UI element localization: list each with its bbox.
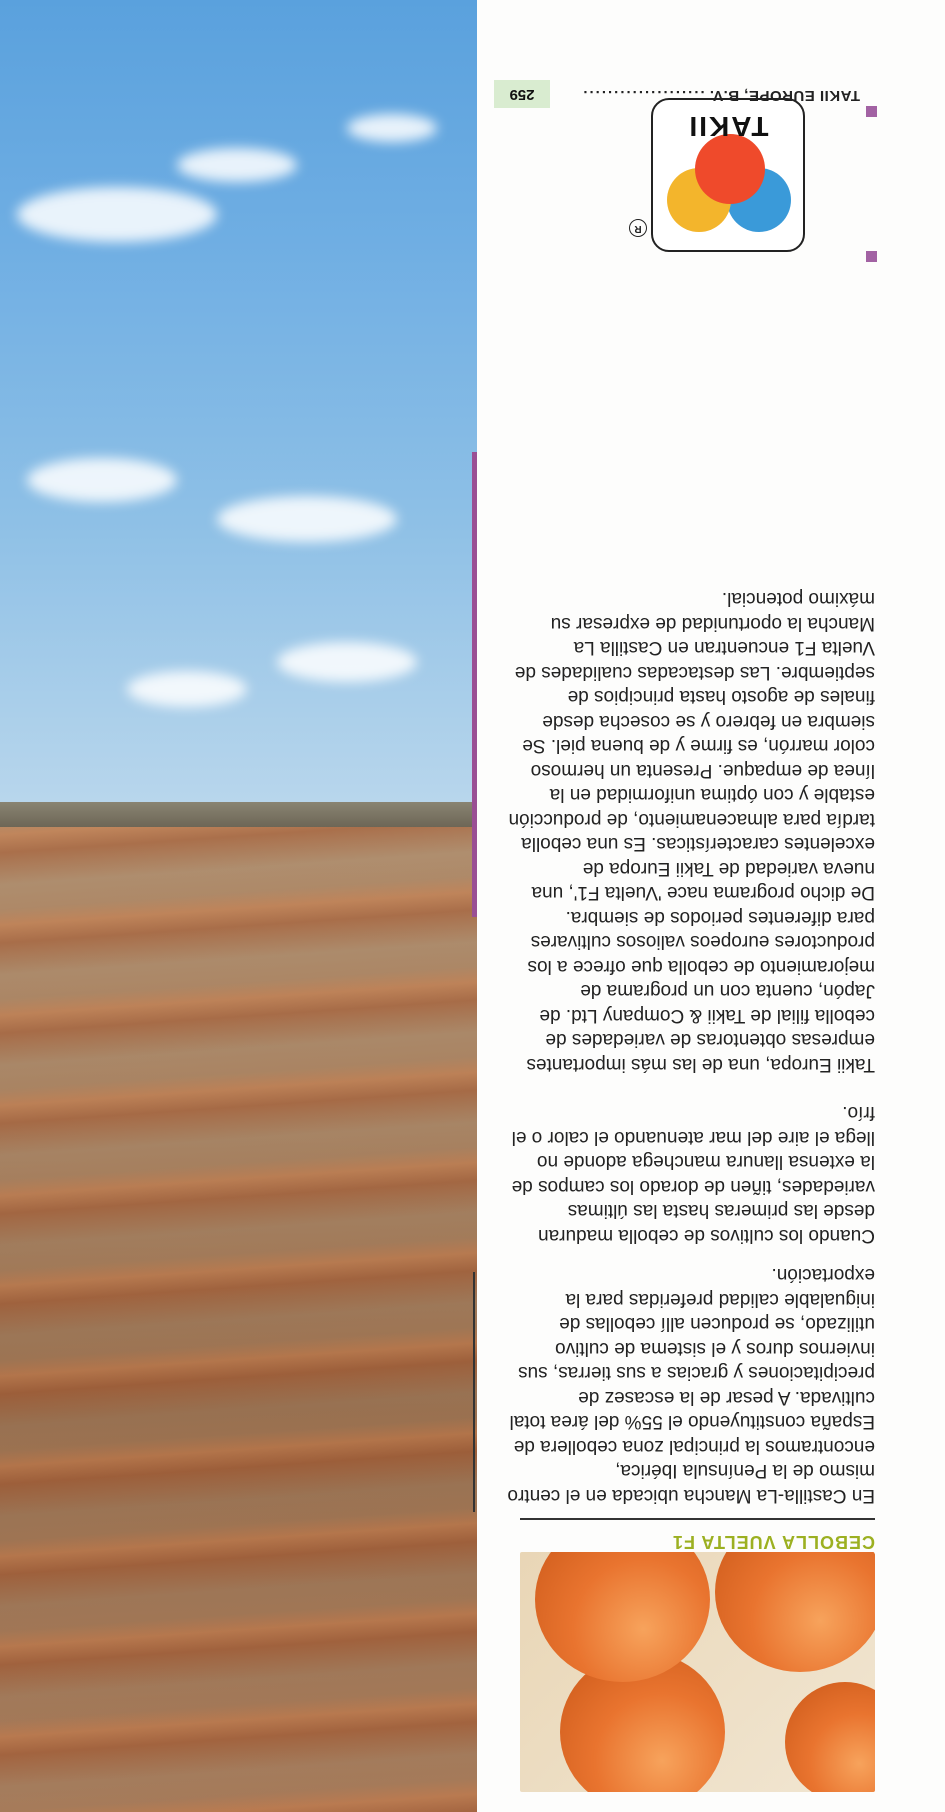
sky (0, 0, 477, 802)
logo-red-circle (695, 134, 765, 204)
page-number: 259 (494, 80, 550, 108)
onion-rows (0, 812, 477, 1812)
accent-square-bottom (866, 106, 877, 117)
paragraph-2: Cuando los cultivos de cebolla maduran desde las primeras hasta las últimas variedades, tiñen de dorado los campos de la extensa llanura manchega adonde no llega el aire del mar atenuando el calor o el frío. (511, 1102, 875, 1246)
takii-logo (651, 98, 805, 252)
margin-line-purple (472, 452, 477, 917)
footer-line (581, 87, 860, 104)
section-heading: CEBOLLA VUELTA F1 (672, 1532, 875, 1552)
paragraph-4: De dicho programa nace 'Vuelta F1', una nueva variedad de Takii Europa de excelentes características. Es una cebolla tardía para almacenamiento, de producción estable y con óptima uniformidad en la línea de empaque. Presenta un hermoso color marrón, es firme y de buena piel. Se siembra en febrero y se cosecha desde finales de agosto hasta principios de septiembre. Las destacadas cualidades de Vuelta F1 encuentran en Castilla La Mancha la oportunidad de expresar su máximo potencial. (508, 588, 875, 904)
company-name: TAKII EUROPE, B.V. (709, 87, 860, 104)
margin-line-top (473, 1272, 475, 1512)
logo-wordmark: TAKII (687, 111, 769, 142)
heading-rule (520, 1518, 875, 1520)
registered-mark: R (629, 219, 647, 237)
paragraph-3: Takii Europa, una de las más importantes empresas obtentoras de variedades de cebolla filial de Takii & Company Ltd. de Japón, cuenta con un programa de mejoramiento de cebolla que ofrece a los productores europeos valiosos cultivares para diferentes periodos de siembra. (526, 907, 875, 1075)
onions-closeup-photo (520, 1552, 875, 1792)
accent-square-top (866, 251, 877, 262)
paragraph-1: En Castilla-La Mancha ubicada en el centro mismo de la Península Ibérica, encontramos la principal zona cebollera de España constituyendo el 55% del área total cultivada. A pesar de la escasez de precipitaciones y gracias a sus tierras, sus inviernos duros y el sistema de cultivo utilizado, se producen allí cebollas de inigualable calidad preferidas para la exportación. (507, 1264, 875, 1506)
leader-dots: .................... (581, 87, 705, 104)
article-body (505, 586, 875, 1507)
